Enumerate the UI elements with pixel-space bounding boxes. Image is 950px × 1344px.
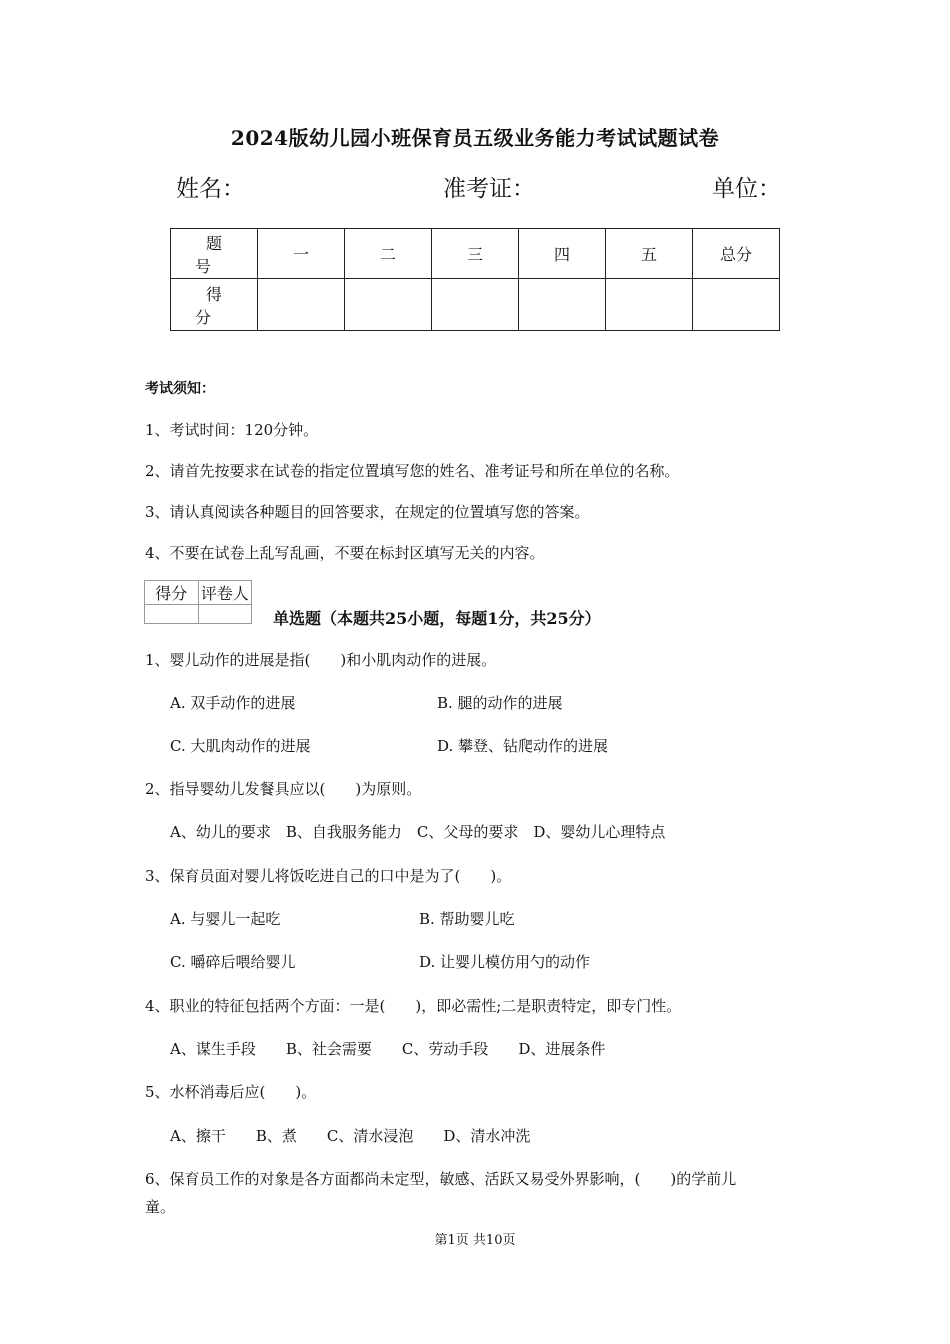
question-stem: 2、指导婴幼儿发餐具应以( )为原则。	[145, 780, 422, 798]
notice-title: 考试须知：	[145, 381, 215, 397]
option-d[interactable]: D. 攀登、钻爬动作的进展	[437, 737, 609, 755]
column-1: 一	[258, 229, 345, 279]
score-table-score-row	[171, 279, 780, 331]
option-b[interactable]: B. 帮助婴儿吃	[419, 910, 515, 928]
grader-box	[144, 580, 252, 624]
notice-item: 1、考试时间：120分钟。	[145, 421, 319, 439]
score-cell-3[interactable]	[432, 279, 519, 331]
question-stem: 4、职业的特征包括两个方面：一是( )，即必需性;二是职责特定，即专门性。	[145, 997, 682, 1015]
column-5: 五	[606, 229, 693, 279]
section-title: 单选题（本题共25小题，每题1分，共25分）	[273, 609, 601, 628]
question-stem: 5、水杯消毒后应( )。	[145, 1083, 317, 1101]
question-stem: 3、保育员面对婴儿将饭吃进自己的口中是为了( )。	[145, 867, 512, 885]
exam-title: 2024版幼儿园小班保育员五级业务能力考试试题试卷	[230, 126, 720, 150]
option-b[interactable]: B. 腿的动作的进展	[437, 694, 563, 712]
page-footer: 第1页 共10页	[434, 1233, 516, 1248]
name-label: 姓名：	[176, 176, 245, 202]
option-c[interactable]: C. 大肌肉动作的进展	[170, 737, 311, 755]
column-4: 四	[519, 229, 606, 279]
unit-label: 单位：	[712, 176, 781, 202]
option-a[interactable]: A. 双手动作的进展	[170, 694, 296, 712]
score-cell-total[interactable]	[693, 279, 780, 331]
grader-score-label: 得分	[145, 581, 199, 605]
options-line[interactable]: A、擦干 B、煮 C、清水浸泡 D、清水冲洗	[170, 1127, 531, 1145]
option-d[interactable]: D. 让婴儿模仿用勺的动作	[419, 953, 591, 971]
notice-item: 3、请认真阅读各种题目的回答要求，在规定的位置填写您的答案。	[145, 503, 590, 521]
score-cell-4[interactable]	[519, 279, 606, 331]
grader-score-cell[interactable]	[145, 605, 199, 624]
question-number-label: 题号	[171, 229, 258, 279]
option-a[interactable]: A. 与婴儿一起吃	[170, 910, 281, 928]
score-cell-5[interactable]	[606, 279, 693, 331]
column-3: 三	[432, 229, 519, 279]
score-label: 得分	[171, 279, 258, 331]
options-line[interactable]: A、幼儿的要求 B、自我服务能力 C、父母的要求 D、婴幼儿心理特点	[170, 823, 666, 841]
score-cell-1[interactable]	[258, 279, 345, 331]
score-cell-2[interactable]	[345, 279, 432, 331]
column-total: 总分	[693, 229, 780, 279]
option-c[interactable]: C. 嚼碎后喂给婴儿	[170, 953, 296, 971]
grader-name-label: 评卷人	[198, 581, 252, 605]
notice-item: 2、请首先按要求在试卷的指定位置填写您的姓名、准考证号和所在单位的名称。	[145, 462, 680, 480]
notice-item: 4、不要在试卷上乱写乱画，不要在标封区填写无关的内容。	[145, 544, 545, 562]
score-table-header-row	[171, 229, 780, 279]
question-stem-continuation: 童。	[145, 1198, 176, 1216]
exam-id-label: 准考证：	[443, 176, 535, 202]
question-stem: 6、保育员工作的对象是各方面都尚未定型，敏感、活跃又易受外界影响，( )的学前儿	[145, 1170, 737, 1188]
column-2: 二	[345, 229, 432, 279]
options-line[interactable]: A、谋生手段 B、社会需要 C、劳动手段 D、进展条件	[170, 1040, 606, 1058]
grader-name-cell[interactable]	[198, 605, 252, 624]
score-table	[170, 228, 780, 331]
question-stem: 1、婴儿动作的进展是指( )和小肌肉动作的进展。	[145, 651, 497, 669]
